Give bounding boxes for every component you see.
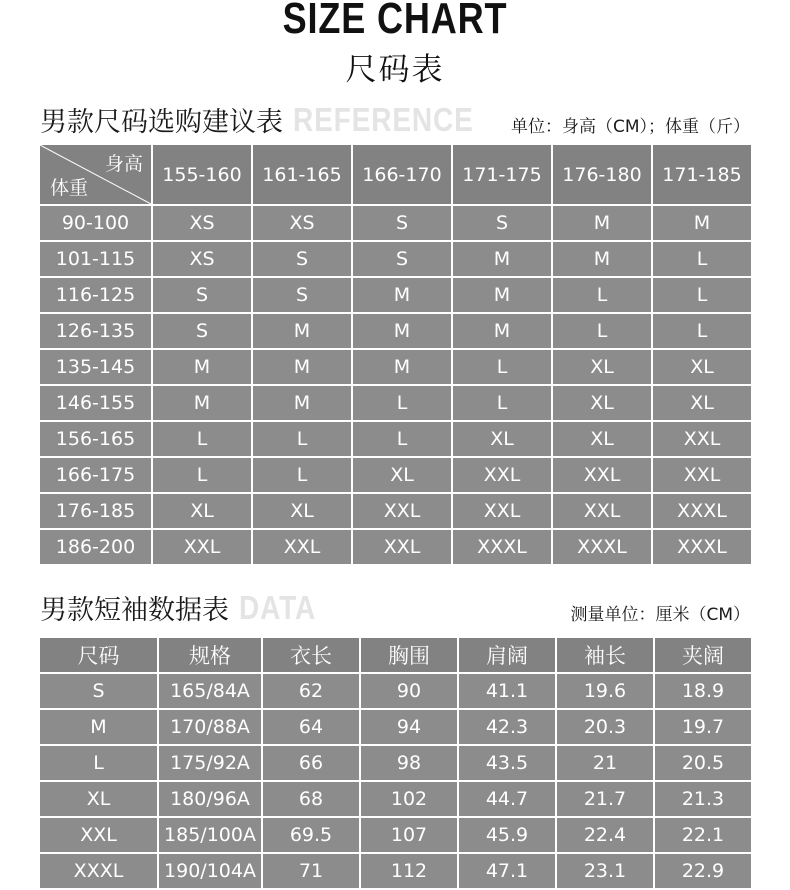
size-cell: XL — [253, 494, 351, 528]
measurement-cell: L — [40, 746, 157, 780]
measurement-cell: 20.3 — [557, 710, 653, 744]
size-cell: XS — [153, 242, 251, 276]
size-cell: L — [453, 386, 551, 420]
measurement-cell: 47.1 — [459, 854, 555, 888]
weight-row-header-cell: 176-185 — [40, 494, 151, 528]
measurement-table — [40, 638, 751, 890]
size-cell: XXL — [453, 458, 551, 492]
measurement-cell: 102 — [361, 782, 457, 816]
measurement-header-cell: 胸围 — [361, 638, 457, 672]
size-cell: L — [153, 458, 251, 492]
measurement-cell: M — [40, 710, 157, 744]
measurement-cell: 68 — [263, 782, 359, 816]
height-header-cell: 155-160 — [153, 145, 251, 204]
size-cell: M — [553, 206, 651, 240]
measurement-cell: 18.9 — [655, 674, 751, 708]
measurement-cell: 170/88A — [159, 710, 261, 744]
size-cell: L — [353, 422, 451, 456]
size-cell: L — [553, 314, 651, 348]
measurement-cell: S — [40, 674, 157, 708]
size-cell: XL — [653, 386, 751, 420]
size-cell: XL — [153, 494, 251, 528]
section2-unit: 测量单位：厘米（CM） — [570, 605, 750, 625]
measurement-cell: 43.5 — [459, 746, 555, 780]
height-header-cell: 166-170 — [353, 145, 451, 204]
size-cell: XXL — [653, 422, 751, 456]
size-cell: XL — [353, 458, 451, 492]
measurement-cell: 22.9 — [655, 854, 751, 888]
size-cell: XXL — [353, 530, 451, 564]
size-cell: M — [153, 350, 251, 384]
size-cell: XXXL — [653, 530, 751, 564]
measurement-cell: 19.6 — [557, 674, 653, 708]
size-cell: M — [353, 350, 451, 384]
size-cell: S — [153, 314, 251, 348]
height-header-cell: 161-165 — [253, 145, 351, 204]
size-cell: S — [253, 242, 351, 276]
size-cell: M — [353, 314, 451, 348]
measurement-cell: 180/96A — [159, 782, 261, 816]
size-cell: XXL — [653, 458, 751, 492]
measurement-cell: 41.1 — [459, 674, 555, 708]
measurement-cell: 21.3 — [655, 782, 751, 816]
section1-ghost-text: REFERENCE — [293, 101, 474, 138]
size-cell: M — [253, 350, 351, 384]
size-cell: XS — [153, 206, 251, 240]
weight-row-header-cell: 186-200 — [40, 530, 151, 564]
measurement-cell: 21.7 — [557, 782, 653, 816]
size-cell: L — [253, 422, 351, 456]
measurement-cell: 20.5 — [655, 746, 751, 780]
page-subtitle: 尺码表 — [345, 52, 445, 88]
size-cell: XXL — [553, 494, 651, 528]
size-cell: L — [653, 242, 751, 276]
size-cell: XL — [553, 350, 651, 384]
measurement-cell: 90 — [361, 674, 457, 708]
size-cell: XXXL — [453, 530, 551, 564]
section1-title: 男款尺码选购建议表 — [40, 107, 283, 138]
size-cell: XXL — [353, 494, 451, 528]
measurement-cell: 21 — [557, 746, 653, 780]
measurement-cell: XXXL — [40, 854, 157, 888]
measurement-cell: 23.1 — [557, 854, 653, 888]
size-cell: XL — [553, 386, 651, 420]
size-recommendation-table — [40, 145, 751, 565]
measurement-cell: 71 — [263, 854, 359, 888]
size-cell: M — [653, 206, 751, 240]
measurement-cell: 66 — [263, 746, 359, 780]
corner-height-label: 身高 — [104, 153, 143, 175]
measurement-header-cell: 尺码 — [40, 638, 157, 672]
measurement-cell: 185/100A — [159, 818, 261, 852]
measurement-cell: 94 — [361, 710, 457, 744]
measurement-cell: 98 — [361, 746, 457, 780]
section2-ghost-text: DATA — [239, 589, 317, 626]
size-cell: XXL — [553, 458, 651, 492]
size-cell: XXL — [453, 494, 551, 528]
measurement-cell: 22.4 — [557, 818, 653, 852]
size-cell: L — [653, 278, 751, 312]
measurement-cell: 69.5 — [263, 818, 359, 852]
measurement-cell: 112 — [361, 854, 457, 888]
size-cell: XL — [553, 422, 651, 456]
size-cell: XXXL — [653, 494, 751, 528]
measurement-cell: XXL — [40, 818, 157, 852]
size-cell: M — [253, 314, 351, 348]
measurement-cell: 19.7 — [655, 710, 751, 744]
section2-heading — [40, 588, 330, 627]
section2-title: 男款短袖数据表 — [40, 595, 229, 626]
measurement-cell: 165/84A — [159, 674, 261, 708]
size-cell: L — [453, 350, 551, 384]
measurement-cell: 45.9 — [459, 818, 555, 852]
section1-heading — [40, 100, 506, 139]
measurement-cell: 175/92A — [159, 746, 261, 780]
measurement-header-cell: 肩阔 — [459, 638, 555, 672]
table-corner-header — [40, 145, 151, 204]
size-cell: S — [453, 206, 551, 240]
size-cell: L — [253, 458, 351, 492]
size-cell: XXL — [253, 530, 351, 564]
size-cell: L — [153, 422, 251, 456]
weight-row-header-cell: 116-125 — [40, 278, 151, 312]
measurement-header-cell: 袖长 — [557, 638, 653, 672]
weight-row-header-cell: 135-145 — [40, 350, 151, 384]
measurement-header-cell: 规格 — [159, 638, 261, 672]
size-cell: M — [453, 278, 551, 312]
size-cell: XXL — [153, 530, 251, 564]
height-header-cell: 171-185 — [653, 145, 751, 204]
size-cell: S — [153, 278, 251, 312]
measurement-cell: 64 — [263, 710, 359, 744]
measurement-header-cell: 夹阔 — [655, 638, 751, 672]
measurement-cell: 22.1 — [655, 818, 751, 852]
page-title: SIZE CHART — [282, 0, 508, 43]
corner-weight-label: 体重 — [50, 177, 89, 199]
size-cell: M — [253, 386, 351, 420]
weight-row-header-cell: 166-175 — [40, 458, 151, 492]
size-cell: XXXL — [553, 530, 651, 564]
weight-row-header-cell: 156-165 — [40, 422, 151, 456]
measurement-cell: XL — [40, 782, 157, 816]
section1-unit: 单位：身高（CM）；体重（斤） — [510, 117, 750, 137]
size-cell: S — [353, 242, 451, 276]
weight-row-header-cell: 101-115 — [40, 242, 151, 276]
size-cell: L — [553, 278, 651, 312]
size-cell: L — [653, 314, 751, 348]
measurement-header-cell: 衣长 — [263, 638, 359, 672]
size-cell: XL — [453, 422, 551, 456]
measurement-cell: 44.7 — [459, 782, 555, 816]
size-cell: M — [153, 386, 251, 420]
height-header-cell: 171-175 — [453, 145, 551, 204]
measurement-cell: 62 — [263, 674, 359, 708]
size-cell: XL — [653, 350, 751, 384]
size-cell: M — [453, 242, 551, 276]
height-header-cell: 176-180 — [553, 145, 651, 204]
size-cell: L — [353, 386, 451, 420]
measurement-cell: 190/104A — [159, 854, 261, 888]
size-cell: S — [253, 278, 351, 312]
size-cell: M — [453, 314, 551, 348]
weight-row-header-cell: 126-135 — [40, 314, 151, 348]
size-cell: S — [353, 206, 451, 240]
size-cell: M — [553, 242, 651, 276]
size-cell: XS — [253, 206, 351, 240]
weight-row-header-cell: 90-100 — [40, 206, 151, 240]
measurement-cell: 107 — [361, 818, 457, 852]
size-cell: M — [353, 278, 451, 312]
measurement-cell: 42.3 — [459, 710, 555, 744]
weight-row-header-cell: 146-155 — [40, 386, 151, 420]
